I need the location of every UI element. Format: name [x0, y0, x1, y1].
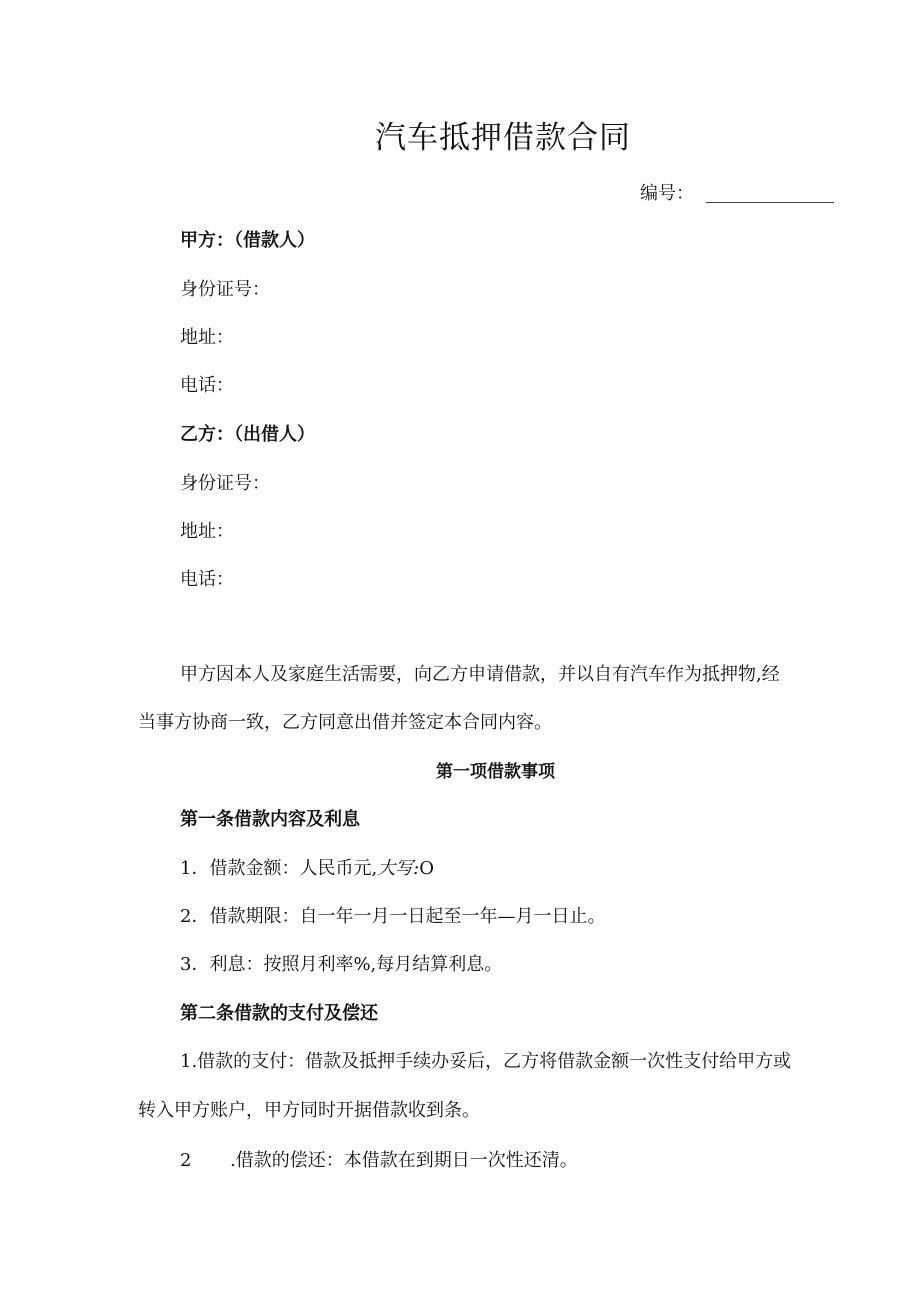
article-1-item-2: 2．借款期限：自一年一月一日起至一年—月一日止。: [180, 906, 606, 927]
party-b-id-label: 身份证号：: [180, 473, 270, 494]
intro-line-2: 当事方协商一致，乙方同意出借并签定本合同内容。: [138, 712, 552, 733]
party-b-address-label: 地址：: [180, 521, 234, 542]
document-title: 汽车抵押借款合同: [375, 120, 631, 156]
article-1-heading: 第一条借款内容及利息: [180, 809, 360, 830]
article-1-item-3: 3．利息：按照月利率%,每月结算利息。: [180, 954, 503, 975]
article-1-item-1-italic: 大写:: [377, 858, 420, 879]
article-2-item-2-number: 2: [180, 1150, 192, 1171]
contract-number-label: 编号：: [640, 183, 694, 204]
article-1-item-1: [180, 857, 434, 881]
article-1-item-1-suffix: O: [419, 858, 435, 879]
party-a-id-label: 身份证号：: [180, 279, 270, 300]
section-1-heading: 第一项借款事项: [436, 762, 555, 782]
party-b-heading: 乙方：（出借人）: [180, 424, 315, 445]
party-b-phone-label: 电话：: [180, 569, 234, 590]
article-2-heading: 第二条借款的支付及偿还: [180, 1003, 378, 1024]
party-a-address-label: 地址：: [180, 327, 234, 348]
intro-line-1: 甲方因本人及家庭生活需要，向乙方申请借款，并以自有汽车作为抵押物,经: [180, 664, 780, 685]
article-2-item-1-line-2: 转入甲方账户，甲方同时开据借款收到条。: [138, 1100, 480, 1121]
article-2-item-1-line-1: 1.借款的支付：借款及抵押手续办妥后，乙方将借款金额一次性支付给甲方或: [180, 1051, 792, 1072]
article-2-item-2-text: .借款的偿还：本借款在到期日一次性还清。: [230, 1150, 578, 1171]
party-a-phone-label: 电话：: [180, 375, 234, 396]
party-a-heading: 甲方：（借款人）: [180, 230, 315, 251]
article-1-item-1-text: 1．借款金额：人民币元,: [180, 858, 378, 879]
contract-number-blank: [706, 202, 834, 203]
